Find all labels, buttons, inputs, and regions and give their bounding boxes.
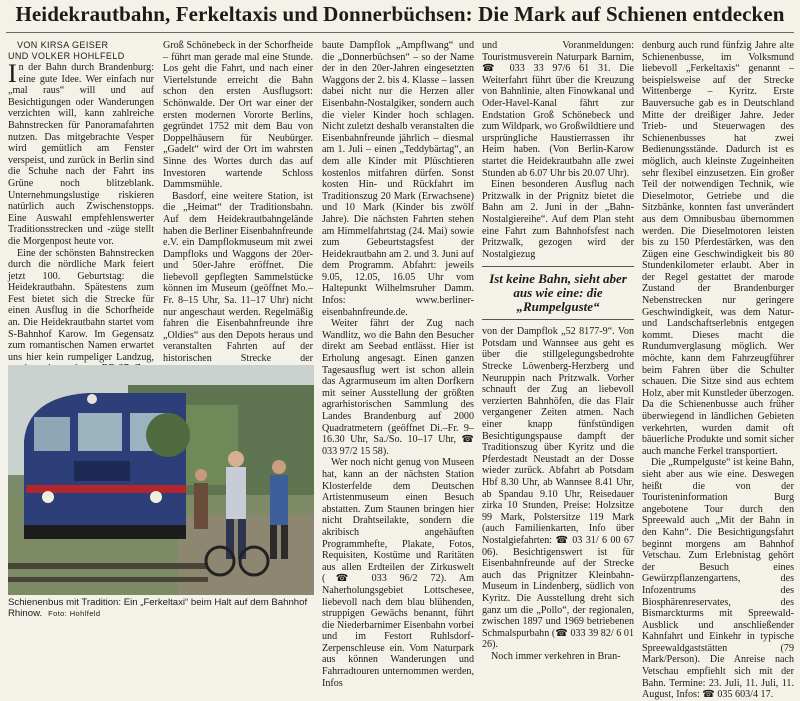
byline: VON KIRSA GEISER UND VOLKER HOHLFELD <box>8 40 125 61</box>
drop-cap: I <box>8 59 17 88</box>
photo-caption: Schienenbus mit Tradition: Ein „Ferkeltaxi“ beim Halt auf dem Bahnhof Rhinow. Foto: Hohlfeld <box>8 597 308 619</box>
column-4 <box>482 40 634 662</box>
body-paragraph: denburg auch rund fünfzig Jahre alte Schienenbusse, im Volksmund liebevoll „Ferkeltaxis“ genannt – beispielsweise auf der Strecke Wittenberge – Kyritz. Erste Bauversuche gab es in Deutschland Mitte der dreißiger Jahre. Jeder Trieb- und Steuerwagen des Schienenbusses hat zwei Bedienungsstände. Dadurch ist es möglich, auch kleinste Zugeinheiten sehr flexibel einzusetzen. Ein großer Teil der notwendigen Technik, wie Dieselmotor, Getriebe und die Sitzbänke, konnten fast unverändert aus dem Omnibusbau übernommen werden. Die Dieselmotoren leisten bis zu 150 Pferdestärken, was den Zügen eine Geschwindigkeit bis 80 Stundenkilometer erlaubt. Aber in der Regel gestattet der marode Zustand der Brandenburger Nebenstrecken nur geringere Geschwindigkeit, was dem Natur- und Landschaftserlebnis entgegen kommt. Dieses macht die Rundumverglasung möglich. Wer möchte, kann dem Fahrzeugführer beim Fahren über die Schulter schauen. Die Sitze sind aus echtem Holz, aber mit Kunstleder überzogen. Da die Schienenbusse auch früher überwiegend in ländlichen Gebieten verkehrten, wurden damit oft bäuerliche Produkte und somit sicher auch manche Ferkel transportiert. <box>642 40 794 457</box>
body-paragraph: Noch immer verkehren in Bran- <box>491 650 621 662</box>
column-5 <box>642 40 794 701</box>
body-paragraph: Einen besonderen Ausflug nach Pritzwalk in der Prignitz bietet die Bahn am 2. Juni in der „Bahn-Nostalgiereihe“. Auf dem Plan steht eine Fahrt zum Bahnhofsfest nach Pritzwalk, gezogen wird der Nostalgiezug <box>482 179 634 260</box>
headline: Heidekrautbahn, Ferkeltaxis und Donnerbüchsen: Die Mark auf Schienen entdecken <box>15 2 785 26</box>
column-2 <box>163 40 313 365</box>
column-3 <box>322 40 474 689</box>
body-paragraph: Groß Schönebeck in der Schorfheide – führt man gerade mal eine Stunde. Los geht die Fahrt, und nach einer Viertelstunde erreicht die Bahn schon den ersten Ausflugsort: Schönwalde. Der Ort war einer der ersten modernen Vororte Berlins, gegründet 1752 mit dem Bau von Doppelhäusern für Neubürger. „Gadelt“ wird der Ort im wahrsten Sinne des Wortes durch das auf Investoren wartende Schloss Dammsmühle. <box>163 40 313 191</box>
body-paragraph: von der Dampflok „52 8177-9“. Von Potsdam und Wannsee aus geht es über die stillgelegungsbedrohte Strecke Löwenberg-Herzberg und Neuruppin nach Pritzwalk. Vorher schnauft der Zug an liebevoll verzierten Bahnhöfen, die das Flair vergangener Zeiten atmen. Nach einer knapp fünfstündigen Besichtigungspause dampft der Traditionszug über Kyritz und die Pferdestadt Neustadt an der Dosse wieder zurück. Abfahrt ab Potsdam Hbf 8.30 Uhr, ab Wannsee 8.41 Uhr, ab Spandau 9.10 Uhr, Reisedauer zirka 10 Stunden, Preise: Holzsitze 99 Mark, Polstersitze 119 Mark (auch Familienkarten, Info über Nostalgiefahrten: ☎ 03 31/ 6 00 67 06). Besichtigenswert ist für Eisenbahnfreunde auf der Strecke auch das Prignitzer Kleinbahn-Museum in Lindenberg, südlich von Kyritz. Die Ausstellung dreht sich ganz um die „Pollo“, der regionalen, zwischen 1897 und 1969 betriebenen Schmalspurbahn (☎ 033 39 82/ 6 01 26). <box>482 326 634 651</box>
body-paragraph: Eine der schönsten Bahnstrecken durch die nördliche Mark feiert jetzt 100. Geburtstag: die Heidekrautbahn. Spätestens zum Fest bietet sich die Strecke für einen Ausflug in die Schorfheide an. Die Heidekrautbahn startet vom S-Bahnhof Karow. Im Gegensatz zum romantischen Namen erwartet uns hier kein rumpeliger Landzug, <box>8 247 154 363</box>
body-paragraph: Die „Rumpelguste“ ist keine Bahn, sieht aber aus wie eine. Deswegen heißt die von der Touristeninformation Burg angebotene Tour durch den Spreewald auch „Mit der Bahn in den Kahn“. Die Besichtigungsfahrt beginnt morgens am Bahnhof Vetschau. Zum Erlebnistag gehört der Besuch eines Gewürzpflanzengartens, des Infozentrums des Biosphärenreservates, des Bismarckturms mit Spreewald-Ausblick und anschließender Kahnfahrt und Einkehr in typische Spreewaldgaststätten (79 Mark/Person). Die Anreise nach Vetschau empfiehlt sich mit der Bahn. Termine: 23. Juli, 11. Juli, 11. August, Infos: ☎ 035 603/4 17. <box>642 457 794 701</box>
pull-quote: Ist keine Bahn, sieht aber aus wie eine: die „Rumpelguste“ <box>482 266 634 320</box>
intro-paragraph: In der Bahn durch Brandenburg: eine gute Idee. Wer einfach nur „mal raus“ will und auf Besichtigungen oder Wanderungen verzichten will, kann zahlreiche Bahnstrecken für Panoramafahrten nutzen. Das mitgebrachte Vesper wird gemütlich am Fenster verspeist, und zurück in Berlin sind die Schuhe nach der Fahrt ins Grüne noch blitzeblank. Unternehmungslustige riskieren natürlich auch Zwischenstopps. Eine Auswahl empfehlenswerter Traditionsstrecken und -züge stellt die Morgenpost heute vor. <box>8 59 154 247</box>
column-1 <box>8 40 154 362</box>
body-paragraph: Basdorf, eine weitere Station, ist die „Heimat“ der Traditionsbahn. Auf dem Heidekrautbahngelände haben die Berliner Eisenbahnfreunde e.V. ein Dampflokmuseum mit zwei Dampfloks und Waggons der 20er- und 50er-Jahre eröffnet. Die liebevoll gepflegten Sammelstücke können im Museum (geöffnet Mo.–Fr. 8–15 Uhr, Sa. 11–17 Uhr) nicht nur angeschaut werden. Regelmäßig fahren die Eisenbahnfreunde ihre „Oldies“ aus den Depots heraus und veranstalten Fahrten auf der historischen Strecke der <box>163 190 313 365</box>
body-paragraph: Wer noch nicht genug von Museen hat, kann an der nächsten Station Klosterfelde dem Deutschen Artistenmuseum einen Besuch abstatten. Zum Staunen bringen hier nicht Drahtseilakte, sondern die akribisch angehäuften Programmhefte, Plakate, Fotos, Requisiten, Kostüme und Raritäten aus allen Erdteilen der Zirkuswelt (☎ 033 96/2 72). Am Naherholungsgebiet Lottschesee, liebevoll nach dem blau blühenden, struppigen Gewächs benannt, führt die Niederbarnimer Eisenbahn vorbei und im Festort Ruhlsdorf-Zerpenschleuse ein. Vom Naturpark aus können Wanderungen und Fahrradtouren unternommen werden, Infos <box>322 457 474 689</box>
headline-rule <box>6 32 794 33</box>
body-paragraph: und Voranmeldungen: Touristmusverein Naturpark Barnim, ☎ 033 33 97/6 61 31. Die Weiterfahrt führt über die Kreuzung von Bahnlinie, alten Finowkanal und Oder-Havel-Kanal fährt zur Endstation Groß Schönebeck und zum Wildpark, wo Großwildtiere und ursprüngliche Haustierrassen ihr Heim haben. (Von Berlin-Karow startet die Heidekrautbahn alle zwei Stunden ab 6.07 Uhr bis 20.07 Uhr). <box>482 40 634 179</box>
railbus-photo-illustration <box>8 365 314 595</box>
photo-credit: Foto: Hohlfeld <box>48 609 101 618</box>
body-paragraph: baute Dampflok „Ampflwang“ und die „Donnerbüchsen“ – so der Name der in den 20er-Jahren eingesetzten Waggons der 2. bis 4. Klasse – lassen dabei nicht nur die Herzen aller Eisenbahn-Nostalgiker, sondern auch die vieler Kinder hoch schlagen. Nicht zuletzt deshalb veranstalten die Eisenbahnfreunde jährlich – diesmal am 1. Juli – einen „Teddybärtag“, an dem alle Kinder mit Plüschtieren kostenlos mitfahren dürfen. Sonst kosten Hin- und Rückfahrt im Traditionszug 20 Mark (Erwachsene) und 10 Mark (Kinder bis zwölf Jahre). Die nächsten Fahrten stehen am Himmelfahrtstag (24. Mai) sowie zum Gebeurtstagsfest der Heidekrautbahn am 2. und 3. Juni auf dem Programm. Abfahrt: jeweils 9.05, 12.05, 16.05 Uhr vom Haltepunkt Wilhelmsruher Damm. Infos: www.berliner-eisenbahnfreunde.de. <box>322 40 474 318</box>
body-paragraph: Weiter fährt der Zug nach Wandlitz, wo die Bahn den Besucher direkt am Seebad entlässt. Hier ist Erholung angesagt. Einen ganzen Tagesausflug wert ist schon allein das Agrarmuseum im alten Dorfkern mit seiner Ausstellung der größten agrarhistorischen Sammlung des Landes Brandenburg auf 2000 Quadratmetern (geöffnet Di.–Fr. 9–16.30 Uhr, Sa./So. 10–17 Uhr, ☎ 033 97/2 15 58). <box>322 318 474 457</box>
railbus-photo <box>8 365 314 595</box>
